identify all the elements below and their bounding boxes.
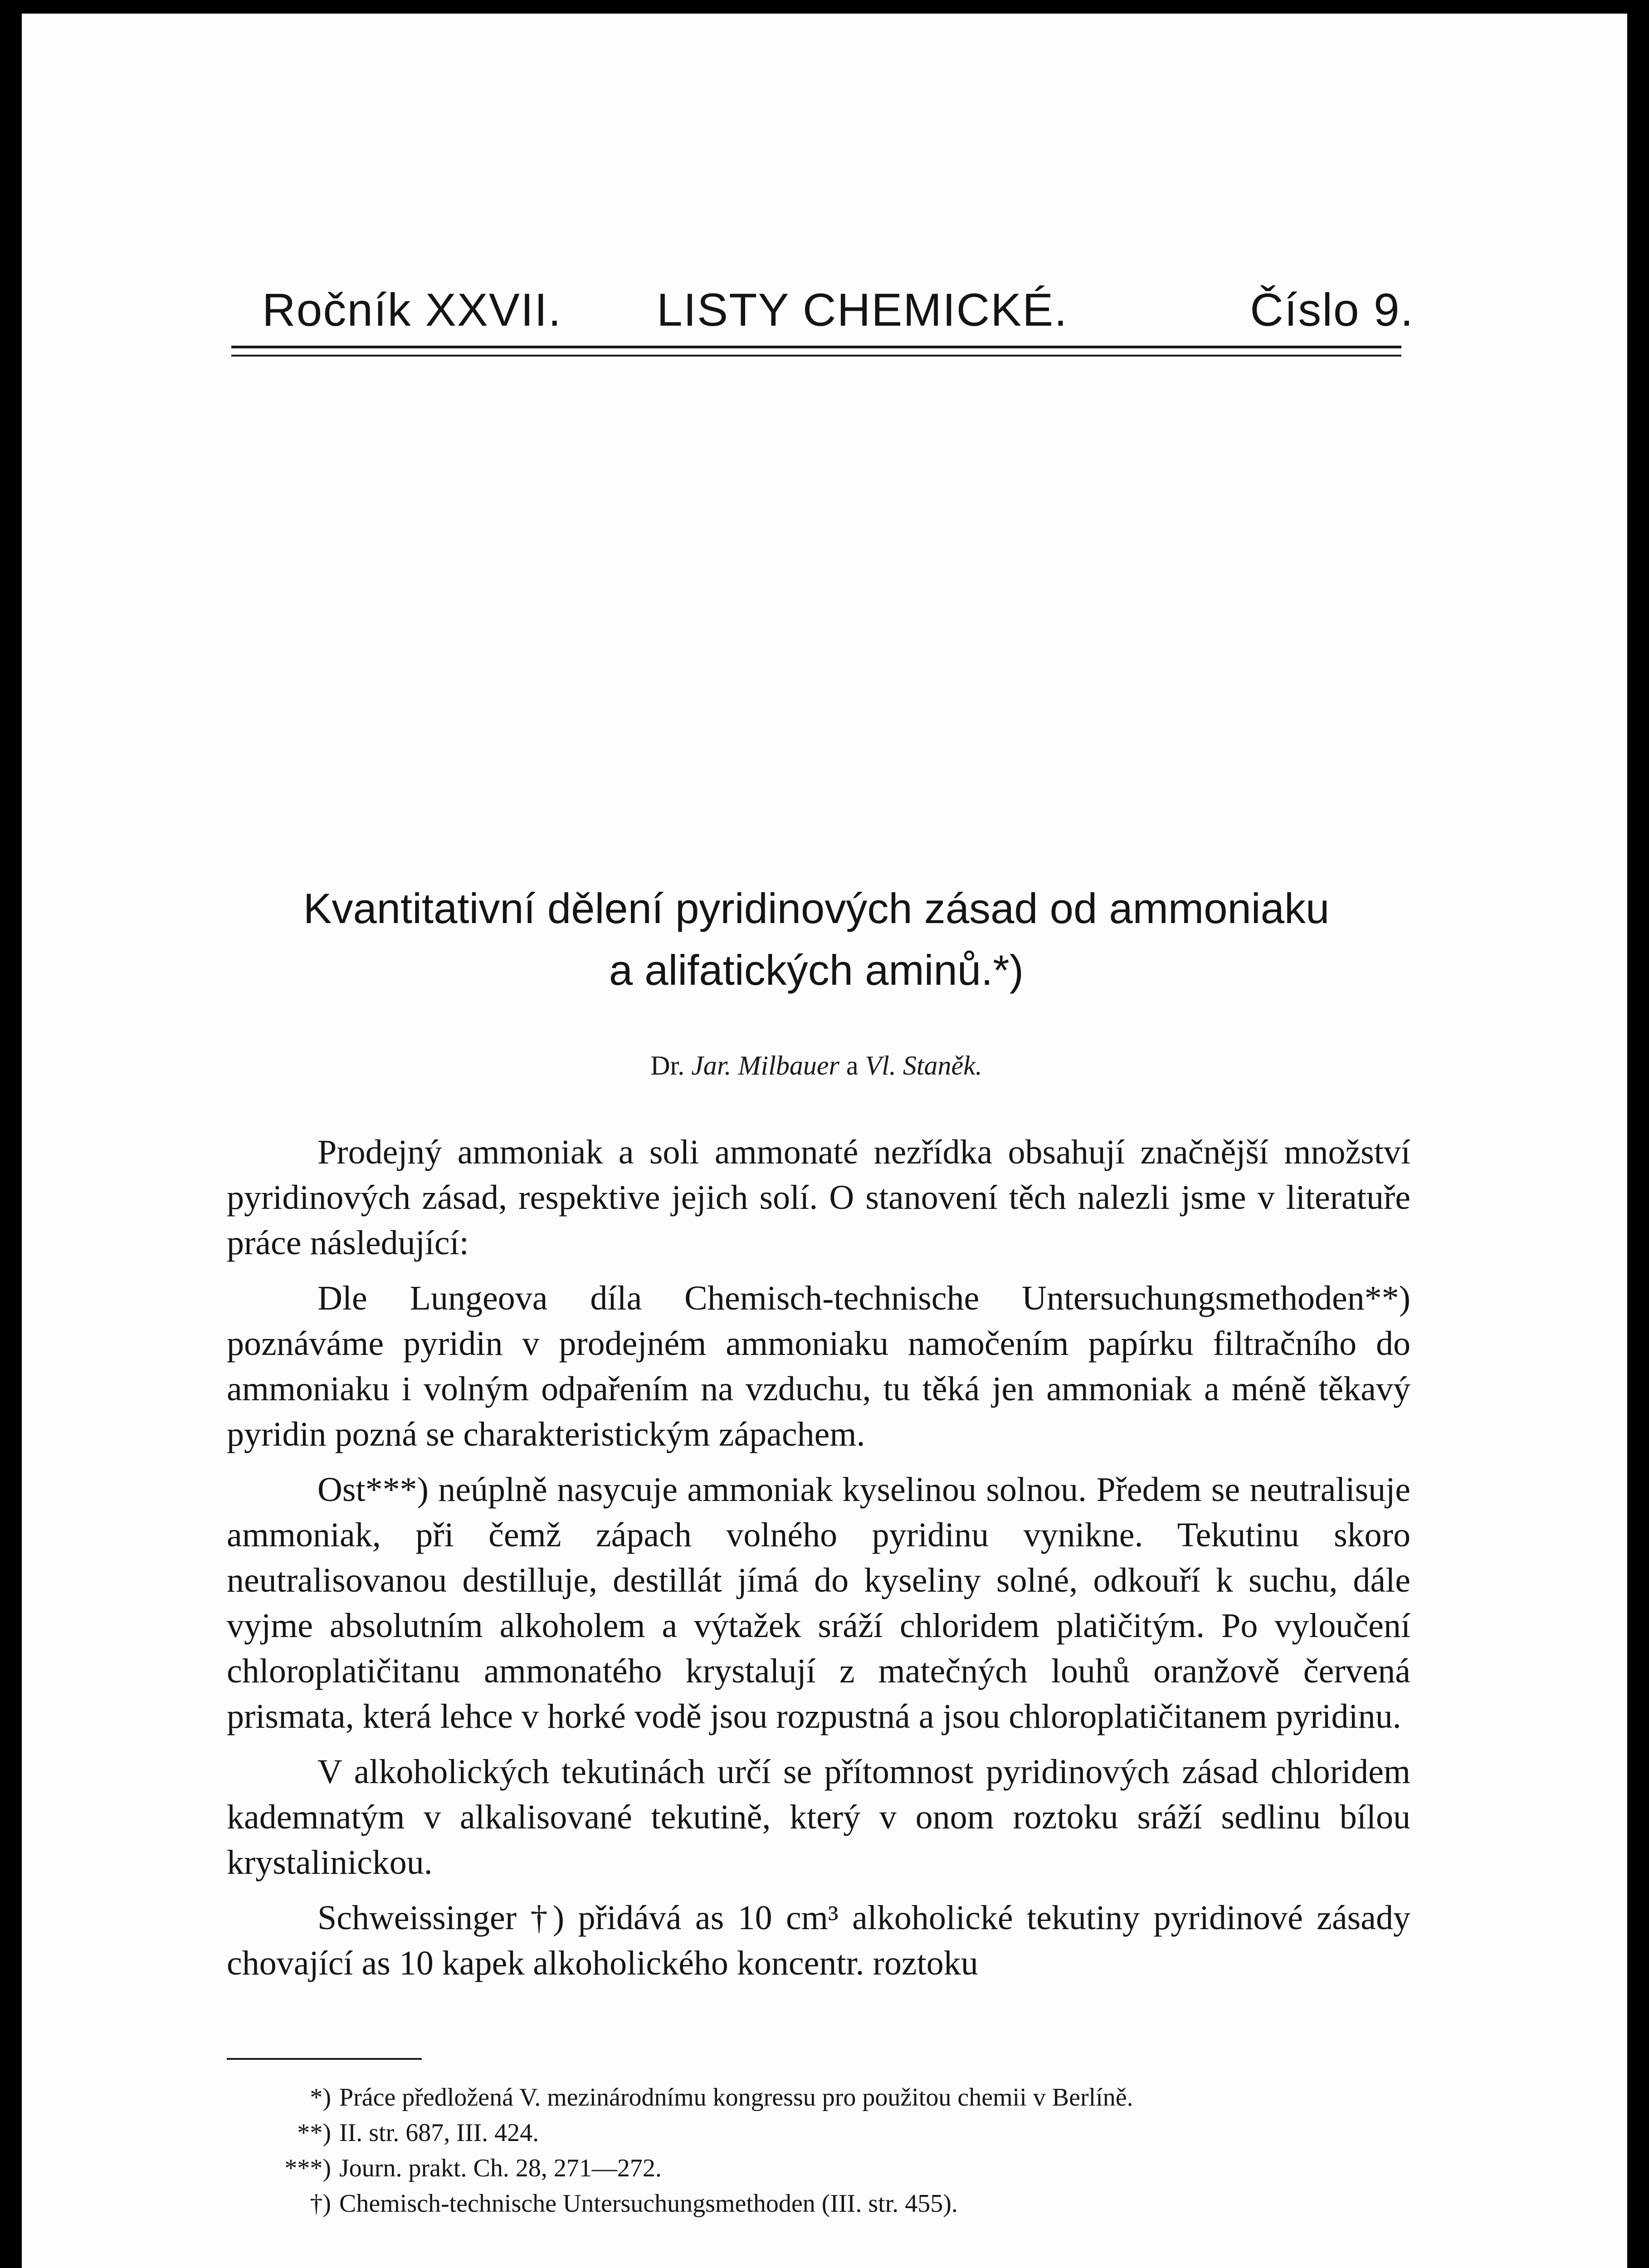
paragraph: Schweissinger †) přidává as 10 cm³ alkoholické tekutiny pyridinové zásady chovající as 10 kapek alkoholického koncentr. roztoku — [227, 1899, 1410, 1982]
footnote — [272, 2151, 1406, 2186]
title-line-1: Kvantitativní dělení pyridinových zásad od ammoniaku — [303, 885, 1330, 932]
footnote-text: Práce předložená V. mezinárodnímu kongressu pro použitou chemii v Berlíně. — [339, 2083, 1133, 2112]
paragraph: V alkoholických tekutinách určí se přítomnost pyridinových zásad chloridem kademnatým v alkalisované tekutině, který v onom roztoku sráží sedlinu bílou krystalinickou. — [227, 1753, 1410, 1882]
article-body — [227, 1129, 1410, 1996]
header-rule-top — [231, 346, 1401, 348]
footnote-text: II. str. 687, III. 424. — [339, 2119, 539, 2147]
journal-title: LISTY CHEMICKÉ. — [657, 284, 1068, 336]
header-rule-bottom — [231, 355, 1401, 357]
footnote-mark: **) — [297, 2119, 331, 2147]
footnote — [272, 2115, 1406, 2151]
volume-label: Ročník XXVII. — [262, 284, 562, 336]
issue-label: Číslo 9. — [1250, 284, 1414, 336]
footnote-rule — [227, 2058, 422, 2060]
paragraph: Prodejný ammoniak a soli ammonaté nezřídka obsahují značnější množství pyridinových zásad, respektive jejich solí. O stanovení těch nalezli jsme v literatuře práce následující: — [227, 1133, 1410, 1262]
footnote-text: Journ. prakt. Ch. 28, 271—272. — [339, 2154, 662, 2182]
footnote-mark: †) — [310, 2190, 331, 2218]
paragraph: Ost***) neúplně nasycuje ammoniak kyselinou solnou. Předem se neutralisuje ammoniak, při čemž zápach volného pyridinu vynikne. Tekutinu skoro neutralisovanou destilluje, destillát jímá do kyseliny solné, odkouří k suchu, dále vyjme absolutním alkoholem a výtažek sráží chloridem platičitým. Po vyloučení chloroplatičitanu ammonatého krystalují z matečných louhů oranžově červená prismata, která lehce v horké vodě jsou rozpustná a jsou chloroplatičitanem pyridinu. — [227, 1471, 1410, 1735]
paragraph: Dle Lungeova díla Chemisch-technische Untersuchungsmethoden**) poznáváme pyridin v prodejném ammoniaku namočením papírku filtračního do ammoniaku i volným odpařením na vzduchu, tu těká jen ammoniak a méně těkavý pyridin pozná se charakteristickým zápachem. — [227, 1279, 1410, 1453]
title-line-2: a alifatických aminů.*) — [609, 946, 1024, 994]
authors-prefix: Dr. — [650, 1051, 685, 1080]
author-2: Vl. Staněk. — [865, 1051, 982, 1080]
footnote-mark: *) — [310, 2083, 331, 2112]
author-1: Jar. Milbauer — [691, 1051, 839, 1080]
footnote — [272, 2080, 1406, 2115]
footnote — [272, 2186, 1406, 2221]
article-title — [227, 878, 1406, 1001]
footnote-mark: ***) — [284, 2154, 331, 2182]
authors-join: a — [846, 1051, 859, 1080]
running-header — [249, 284, 1414, 347]
footnote-text: Chemisch-technische Untersuchungsmethoden (III. str. 455). — [339, 2190, 958, 2218]
authors-line — [227, 1050, 1406, 1081]
footnotes — [272, 2080, 1406, 2221]
